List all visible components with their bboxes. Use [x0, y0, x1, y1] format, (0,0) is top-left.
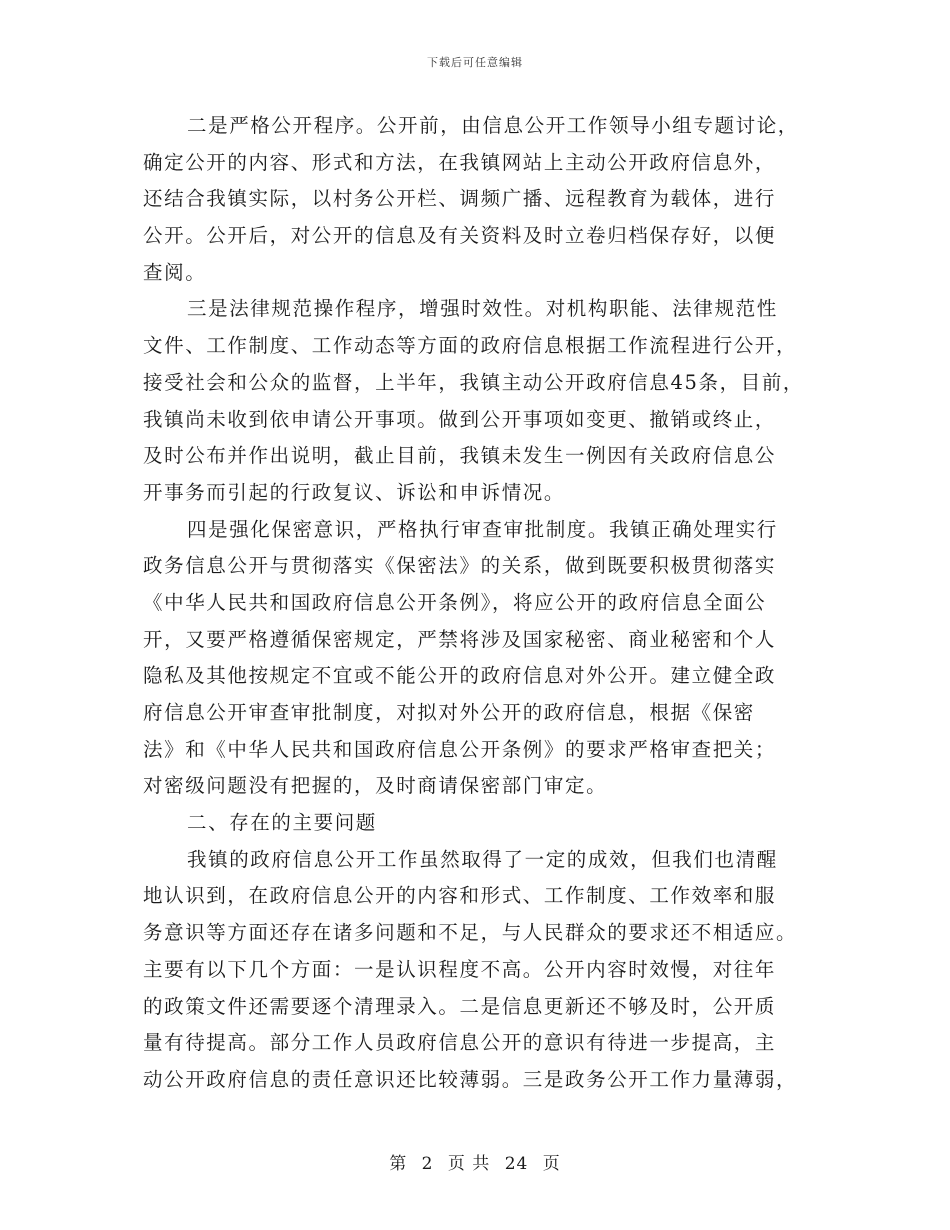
text-line: 二是严格公开程序。公开前，由信息公开工作领导小组专题讨论，	[187, 114, 799, 137]
total-pages: 24	[504, 1154, 529, 1174]
text-line: 接受社会和公众的监督，上半年，我镇主动公开政府信息45条，目前，	[143, 370, 805, 394]
page-footer	[0, 1149, 950, 1174]
section-heading: 二、存在的主要问题	[187, 811, 377, 835]
page-prefix: 第	[389, 1154, 408, 1174]
page-number: 2	[421, 1154, 434, 1174]
text-line: 公开。公开后，对公开的信息及有关资料及时立卷归档保存好，以便	[143, 224, 777, 248]
text-line: 量有待提高。部分工作人员政府信息公开的意识有待进一步提高，主	[143, 1031, 777, 1055]
text-line: 地认识到，在政府信息公开的内容和形式、工作制度、工作效率和服	[143, 884, 777, 908]
document-body	[143, 108, 807, 1099]
text-line: 隐私及其他按规定不宜或不能公开的政府信息对外公开。建立健全政	[143, 664, 777, 688]
text-line: 对密级问题没有把握的，及时商请保密部门审定。	[143, 774, 608, 798]
text-line: 我镇的政府信息公开工作虽然取得了一定的成效，但我们也清醒	[187, 847, 778, 871]
text-line: 查阅。	[143, 260, 207, 284]
text-line: 及时公布并作出说明，截止目前，我镇未发生一例因有关政府信息公	[143, 444, 777, 468]
text-line: 府信息公开审查审批制度，对拟对外公开的政府信息，根据《保密	[143, 701, 755, 724]
text-line: 法》和《中华人民共和国政府信息公开条例》的要求严格审查把关；	[143, 737, 777, 761]
text-line: 四是强化保密意识，严格执行审查审批制度。我镇正确处理实行	[187, 517, 778, 541]
text-line: 确定公开的内容、形式和方法，在我镇网站上主动公开政府信息外，	[143, 150, 777, 174]
text-line: 文件、工作制度、工作动态等方面的政府信息根据工作流程进行公开，	[143, 334, 798, 358]
text-line: 开，又要严格遵循保密规定，严禁将涉及国家秘密、商业秘密和个人	[143, 627, 777, 651]
text-line: 三是法律规范操作程序，增强时效性。对机构职能、法律规范性	[187, 297, 778, 321]
page-suffix: 页	[542, 1154, 561, 1174]
page-mid: 页 共	[447, 1154, 491, 1174]
text-line: 《中华人民共和国政府信息公开条例》，将应公开的政府信息全面公	[143, 590, 767, 614]
text-line: 开事务而引起的行政复议、诉讼和申诉情况。	[143, 480, 566, 504]
text-line: 政务信息公开与贯彻落实《保密法》的关系，做到既要积极贯彻落实	[143, 554, 777, 578]
text-line: 还结合我镇实际，以村务公开栏、调频广播、远程教育为载体，进行	[143, 187, 777, 211]
text-line: 务意识等方面还存在诸多问题和不足，与人民群众的要求还不相适应。	[143, 921, 798, 945]
text-line: 动公开政府信息的责任意识还比较薄弱。三是政务公开工作力量薄弱，	[143, 1067, 798, 1091]
text-line: 主要有以下几个方面：一是认识程度不高。公开内容时效慢，对往年	[143, 957, 777, 981]
text-line: 的政策文件还需要逐个清理录入。二是信息更新还不够及时，公开质	[143, 994, 777, 1018]
page-header: 下载后可任意编辑	[427, 56, 523, 69]
text-line: 我镇尚未收到依申请公开事项。做到公开事项如变更、撤销或终止，	[143, 407, 777, 431]
